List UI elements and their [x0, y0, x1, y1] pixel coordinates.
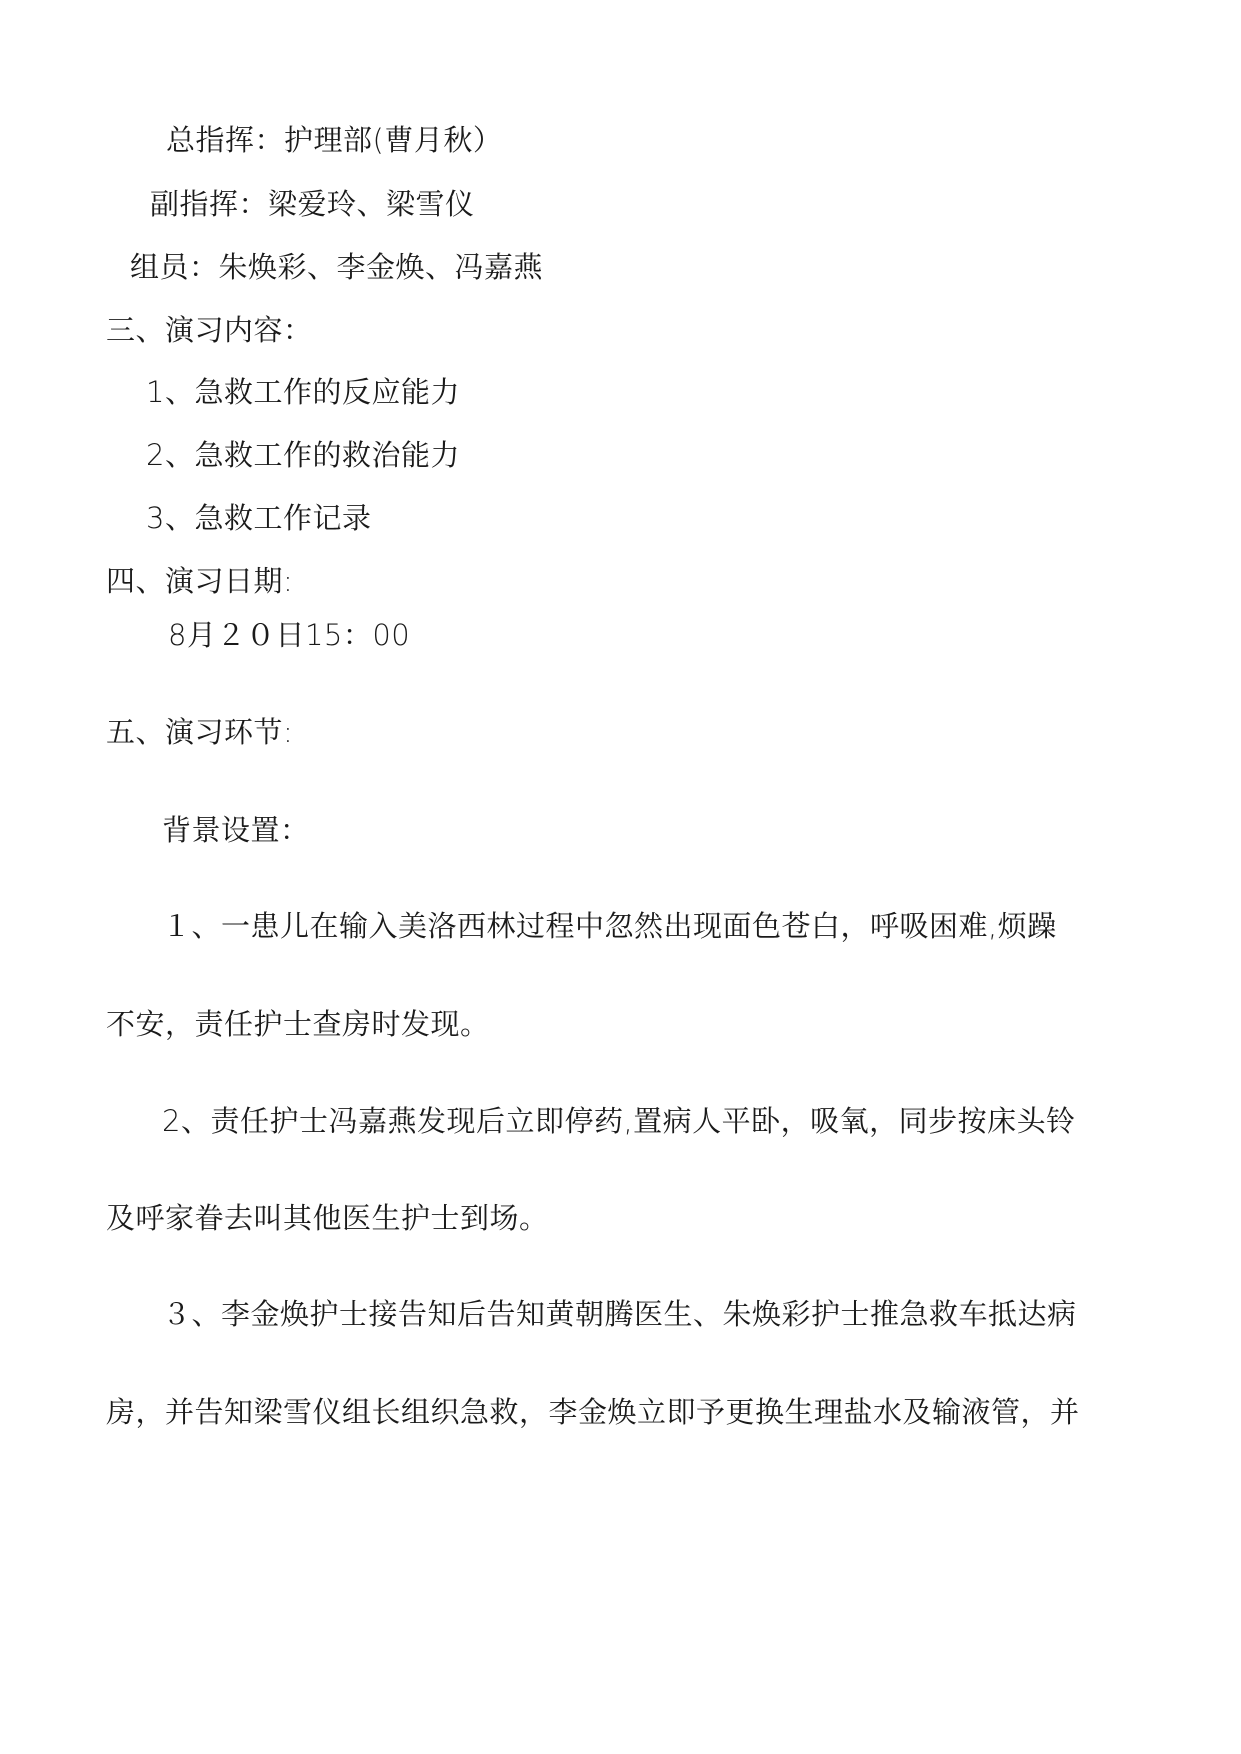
background-setup-heading: 背景设置：	[162, 813, 310, 847]
list-item: 2、急救工作的救治能力	[146, 438, 460, 472]
section-heading-drill-steps: 五、演习环节:	[106, 715, 294, 749]
section-heading-drill-date: 四、演习日期:	[106, 564, 294, 598]
commander-line: 总指挥：护理部(曹月秋）	[166, 123, 503, 157]
paragraph-line: 房，并告知梁雪仪组长组织急救，李金焕立即予更换生理盐水及输液管，并	[106, 1395, 1080, 1429]
deputy-commander-line: 副指挥：梁爱玲、梁雪仪	[150, 187, 475, 221]
list-item: 1、急救工作的反应能力	[146, 375, 460, 409]
drill-date-value: 8月２０日15：00	[168, 618, 411, 652]
paragraph-line: 不安，责任护士查房时发现。	[106, 1007, 490, 1041]
list-item: 3、急救工作记录	[146, 501, 372, 535]
section-heading-drill-content: 三、演习内容：	[106, 313, 313, 347]
paragraph-line: 及呼家眷去叫其他医生护士到场。	[106, 1201, 549, 1235]
paragraph-line: １、一患儿在输入美洛西林过程中忽然出现面色苍白，呼吸困难,烦躁	[162, 909, 1057, 943]
paragraph-line: 2、责任护士冯嘉燕发现后立即停药,置病人平卧，吸氧，同步按床头铃	[162, 1104, 1076, 1138]
paragraph-line: ３、李金焕护士接告知后告知黄朝腾医生、朱焕彩护士推急救车抵达病	[162, 1297, 1077, 1331]
team-members-line: 组员：朱焕彩、李金焕、冯嘉燕	[130, 250, 544, 284]
